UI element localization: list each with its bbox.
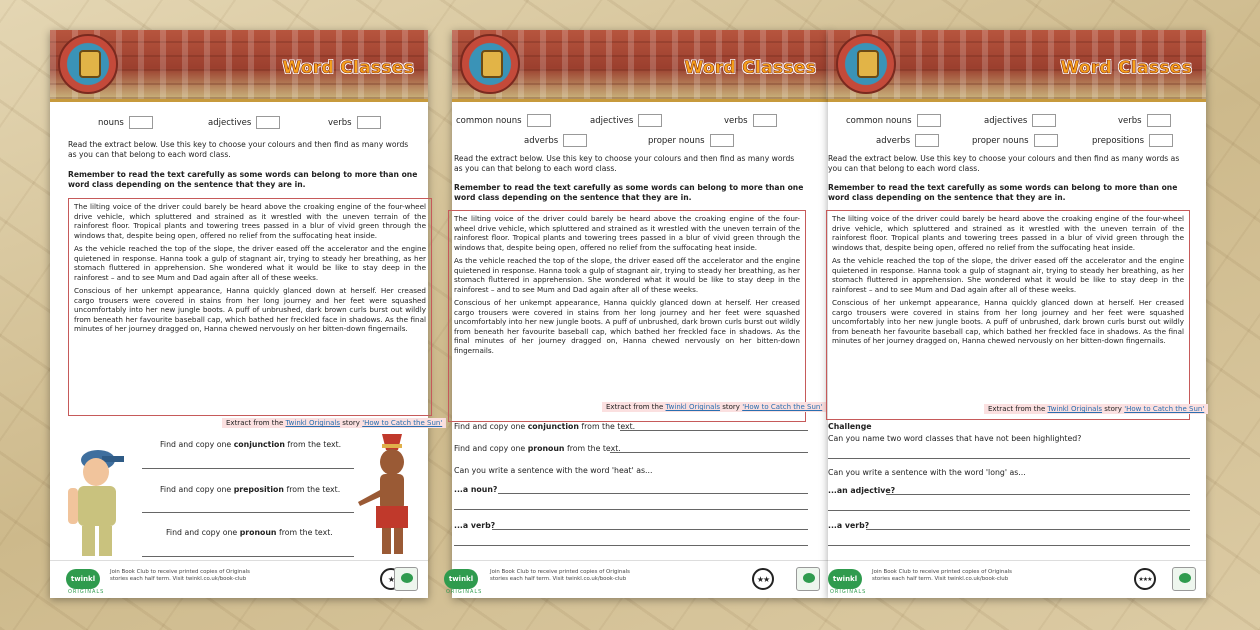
colour-box[interactable] (129, 116, 153, 129)
read-instruction: Read the extract below. Use this key to choose your colours and then find as many words as you can that belong to each word class. (68, 140, 409, 159)
header-banner (50, 30, 428, 102)
twinkl-logo: twinkl (444, 569, 478, 589)
colour-box[interactable] (917, 114, 941, 127)
remember-instruction: Remember to read the text carefully as some words can belong to more than one word class depending on the sentence that they are in. (828, 183, 1178, 202)
book-emblem-icon (58, 34, 118, 94)
worksheet-title: Word Classes (1060, 58, 1192, 78)
question-verb: ...a verb? (454, 521, 496, 530)
worksheet-footer (828, 560, 1206, 598)
read-instruction: Read the extract below. Use this key to choose your colours and then find as many words as you can that belong to each word class. (828, 154, 1180, 173)
book-club-text: Join Book Club to receive printed copies of Originals stories each half term. Visit twinkl.co.uk/book-club (872, 569, 1012, 583)
answer-line[interactable] (828, 458, 1190, 459)
challenge-question: Can you name two word classes that have not been highlighted? (828, 434, 1082, 443)
extract-paragraph: The lilting voice of the driver could barely be heard above the croaking engine of the four-wheel drive vehicle, which spluttered and strained as it wrestled with the uneven terrain of the rainforest floor. Tropical plants and towering trees passed in a blur of vivid green through the windows that, despite being open, offered no relief from the suffocating heat inside. (74, 202, 426, 240)
header-banner (452, 30, 830, 102)
remember-instruction: Remember to read the text carefully as some words can belong to more than one word class depending on the sentence that they are in. (68, 170, 418, 189)
originals-label: ORIGINALS (68, 589, 105, 595)
difficulty-stars-icon: ★★★ (1134, 568, 1156, 590)
answer-line[interactable] (492, 529, 808, 530)
header-banner (828, 30, 1206, 102)
colour-box[interactable] (710, 134, 734, 147)
answer-line[interactable] (886, 494, 1190, 495)
worksheet-footer (446, 560, 830, 598)
answer-line[interactable] (454, 545, 808, 546)
story-extract: The lilting voice of the driver could barely be heard above the croaking engine of the four-wheel drive vehicle, which spluttered and strained as it wrestled with the uneven terrain of the rainforest floor. Tropical plants and towering trees passed in a blur of vivid green through the windows that, despite being open, offered no relief from the suffocating heat inside. As the vehicle reached the top of the slope, the driver eased off the accelerator and the engine quietened in response. Hanna took a gulp of stagnant air, trying to steady her breathing, as her stomach fluttered in apprehension. She wondered what it would be like to stay deep in the rainforest – and to see Mum and Dad again after all of these weeks. Conscious of her unkempt appearance, Hanna quickly glanced down at herself. Her creased cargo trousers were covered in stains from her long journey and her feet were squashed uncomfortably into her new jungle boots. A puff of unbrushed, dark brown curls burst out wildly from beneath her favourite baseball cap, which bathed her freckled face in shadows. As the final minutes of her journey dragged on, Hanna chewed nervously on her bitten-down fingernails. (448, 210, 806, 422)
remember-instruction: Remember to read the text carefully as some words can belong to more than one word class depending on the sentence that they are in. (454, 183, 804, 202)
guide-character-illustration (352, 430, 428, 558)
colour-key (50, 116, 428, 132)
extract-credit: Extract from the Twinkl Originals story 'How to Catch the Sun' (602, 402, 826, 412)
colour-key: common nouns adjectives verbs (828, 114, 1206, 130)
colour-box[interactable] (563, 134, 587, 147)
answer-line[interactable] (142, 512, 354, 513)
read-instruction: Read the extract below. Use this key to choose your colours and then find as many words as you can that belong to each word class. (454, 154, 795, 173)
extract-credit: Extract from the Twinkl Originals story 'How to Catch the Sun' (222, 418, 446, 428)
difficulty-star-icon: ★ (380, 568, 402, 590)
colour-box[interactable] (1147, 114, 1171, 127)
colour-box[interactable] (357, 116, 381, 129)
colour-box[interactable] (753, 114, 777, 127)
answer-line[interactable] (142, 468, 354, 469)
colour-box[interactable] (1034, 134, 1058, 147)
twinkl-logo: twinkl (828, 569, 862, 589)
story-extract: The lilting voice of the driver could barely be heard above the croaking engine of the four-wheel drive vehicle, which spluttered and strained as it wrestled with the uneven terrain of the rainforest floor. Tropical plants and towering trees passed in a blur of vivid green through the windows that, despite being open, offered no relief from the suffocating heat inside. As the vehicle reached the top of the slope, the driver eased off the accelerator and the engine quietened in response. Hanna took a gulp of stagnant air, trying to steady her breathing, as her stomach fluttered in apprehension. She wondered what it would be like to stay deep in the rainforest – and to see Mum and Dad again after all of these weeks. Conscious of her unkempt appearance, Hanna quickly glanced down at herself. Her creased cargo trousers were covered in stains from her long journey and her feet were squashed uncomfortably into her new jungle boots. A puff of unbrushed, dark brown curls burst out wildly from beneath her favourite baseball cap, which bathed her freckled face in shadows. As the final minutes of her journey dragged on, Hanna chewed nervously on her bitten-down fingernails. (826, 210, 1190, 420)
answer-line[interactable] (498, 493, 808, 494)
challenge-title: Challenge (828, 422, 872, 431)
colour-key: common nouns adjectives verbs (452, 114, 830, 130)
question-pronoun: Find and copy one pronoun from the text. (454, 444, 621, 453)
book-club-badge-icon (394, 567, 418, 591)
colour-box[interactable] (1149, 134, 1173, 147)
colour-key-row2: adverbs proper nouns prepositions (828, 134, 1206, 150)
answer-line[interactable] (610, 452, 808, 453)
twinkl-logo: twinkl (66, 569, 100, 589)
answer-line[interactable] (142, 556, 354, 557)
key-label: nouns (98, 117, 124, 128)
colour-box[interactable] (915, 134, 939, 147)
answer-line[interactable] (620, 430, 808, 431)
story-extract (68, 198, 432, 416)
colour-box[interactable] (638, 114, 662, 127)
worksheet-title: Word Classes (282, 58, 414, 78)
book-emblem-icon (460, 34, 520, 94)
book-club-badge-icon (796, 567, 820, 591)
colour-box[interactable] (256, 116, 280, 129)
extract-credit: Extract from the Twinkl Originals story 'How to Catch the Sun' (984, 404, 1208, 414)
answer-line[interactable] (866, 529, 1190, 530)
book-club-badge-icon (1172, 567, 1196, 591)
colour-key-row2: adverbs proper nouns (452, 134, 830, 150)
key-label: verbs (328, 117, 352, 128)
answer-line[interactable] (828, 545, 1190, 546)
worksheet-footer (50, 560, 428, 598)
question-heat-sentence: Can you write a sentence with the word 'heat' as... (454, 466, 653, 475)
colour-box[interactable] (1032, 114, 1056, 127)
difficulty-stars-icon: ★★ (752, 568, 774, 590)
worksheet-one-star (50, 30, 443, 598)
boy-character-illustration (64, 438, 134, 560)
originals-label: ORIGINALS (830, 589, 867, 595)
book-club-text: Join Book Club to receive printed copies of Originals stories each half term. Visit twinkl.co.uk/book-club (110, 569, 250, 583)
worksheet-three-star (828, 30, 1206, 598)
book-club-text: Join Book Club to receive printed copies of Originals stories each half term. Visit twinkl.co.uk/book-club (490, 569, 630, 583)
extract-paragraph: Conscious of her unkempt appearance, Hanna quickly glanced down at herself. Her creased cargo trousers were covered in stains from her long journey and her feet were squashed uncomfortably into her new jungle boots. A puff of unbrushed, dark brown curls burst out wildly from beneath her favourite baseball cap, which bathed her freckled face in shadows. As the final minutes of her journey dragged on, Hanna chewed nervously on her bitten-down fingernails. (74, 286, 426, 333)
colour-box[interactable] (527, 114, 551, 127)
answer-line[interactable] (454, 509, 808, 510)
twinkl-originals-link[interactable]: Twinkl Originals (285, 419, 341, 427)
key-label: adjectives (208, 117, 252, 128)
question-pronoun: Find and copy one pronoun from the text. (166, 528, 333, 537)
worksheet-title: Word Classes (684, 58, 816, 78)
extract-paragraph: As the vehicle reached the top of the slope, the driver eased off the accelerator and the engine quietened in response. Hanna took a gulp of stagnant air, trying to steady her breathing, as her stomach fluttered in apprehension. She wondered what it would be like to stay deep in the rainforest – and to see Mum and Dad again after all of these weeks. (74, 244, 426, 282)
originals-label: ORIGINALS (446, 589, 483, 595)
question-noun: ...a noun? (454, 485, 498, 494)
question-conjunction: Find and copy one conjunction from the text. (454, 422, 636, 431)
worksheet-two-star (446, 30, 830, 598)
question-verb: ...a verb? (828, 521, 870, 530)
answer-line[interactable] (828, 510, 1190, 511)
question-long-sentence: Can you write a sentence with the word 'long' as... (828, 468, 1026, 477)
story-link[interactable]: 'How to Catch the Sun' (362, 419, 443, 427)
question-conjunction: Find and copy one conjunction from the text. (160, 440, 342, 449)
question-preposition: Find and copy one preposition from the text. (160, 485, 341, 494)
book-emblem-icon (836, 34, 896, 94)
question-adjective: ...an adjective? (828, 486, 896, 495)
